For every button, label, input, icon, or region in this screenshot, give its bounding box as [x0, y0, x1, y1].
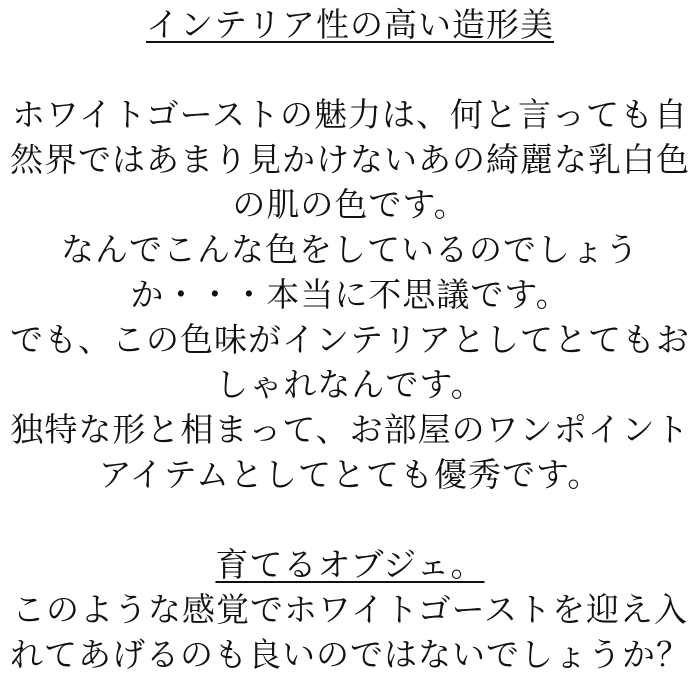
paragraph-white-ghost-appeal	[0, 92, 700, 227]
paragraph-mysterious-color	[0, 227, 700, 317]
paragraph-closing-invitation	[0, 587, 700, 677]
text-line: でも、この色味がインテリアとしてとてもお	[10, 321, 690, 358]
text-line: ホワイトゴーストの魅力は、何と言っても自	[11, 96, 689, 133]
text-line: れてあげるのも良いのではないでしょうか？	[10, 636, 690, 673]
paragraph-stylish-interior	[0, 317, 700, 407]
paragraph-unique-shape	[0, 407, 700, 497]
blank-line	[0, 47, 700, 92]
section-heading-interior-beauty: インテリア性の高い造形美	[146, 6, 554, 43]
blank-line	[0, 497, 700, 542]
text-line: しゃれなんです。	[215, 366, 485, 403]
text-line: 独特な形と相まって、お部屋のワンポイント	[10, 411, 690, 448]
text-line: の肌の色です。	[232, 186, 468, 223]
text-line: このような感覚でホワイトゴーストを迎え入	[11, 591, 689, 628]
text-line: アイテムとしてとても優秀です。	[98, 456, 602, 493]
text-line: なんでこんな色をしているのでしょう	[61, 231, 639, 268]
text-line: 然界ではあまり見かけないあの綺麗な乳白色	[10, 141, 690, 178]
text-line: か・・・本当に不思議です。	[130, 276, 570, 313]
section-heading-growing-object: 育てるオブジェ。	[215, 546, 485, 583]
